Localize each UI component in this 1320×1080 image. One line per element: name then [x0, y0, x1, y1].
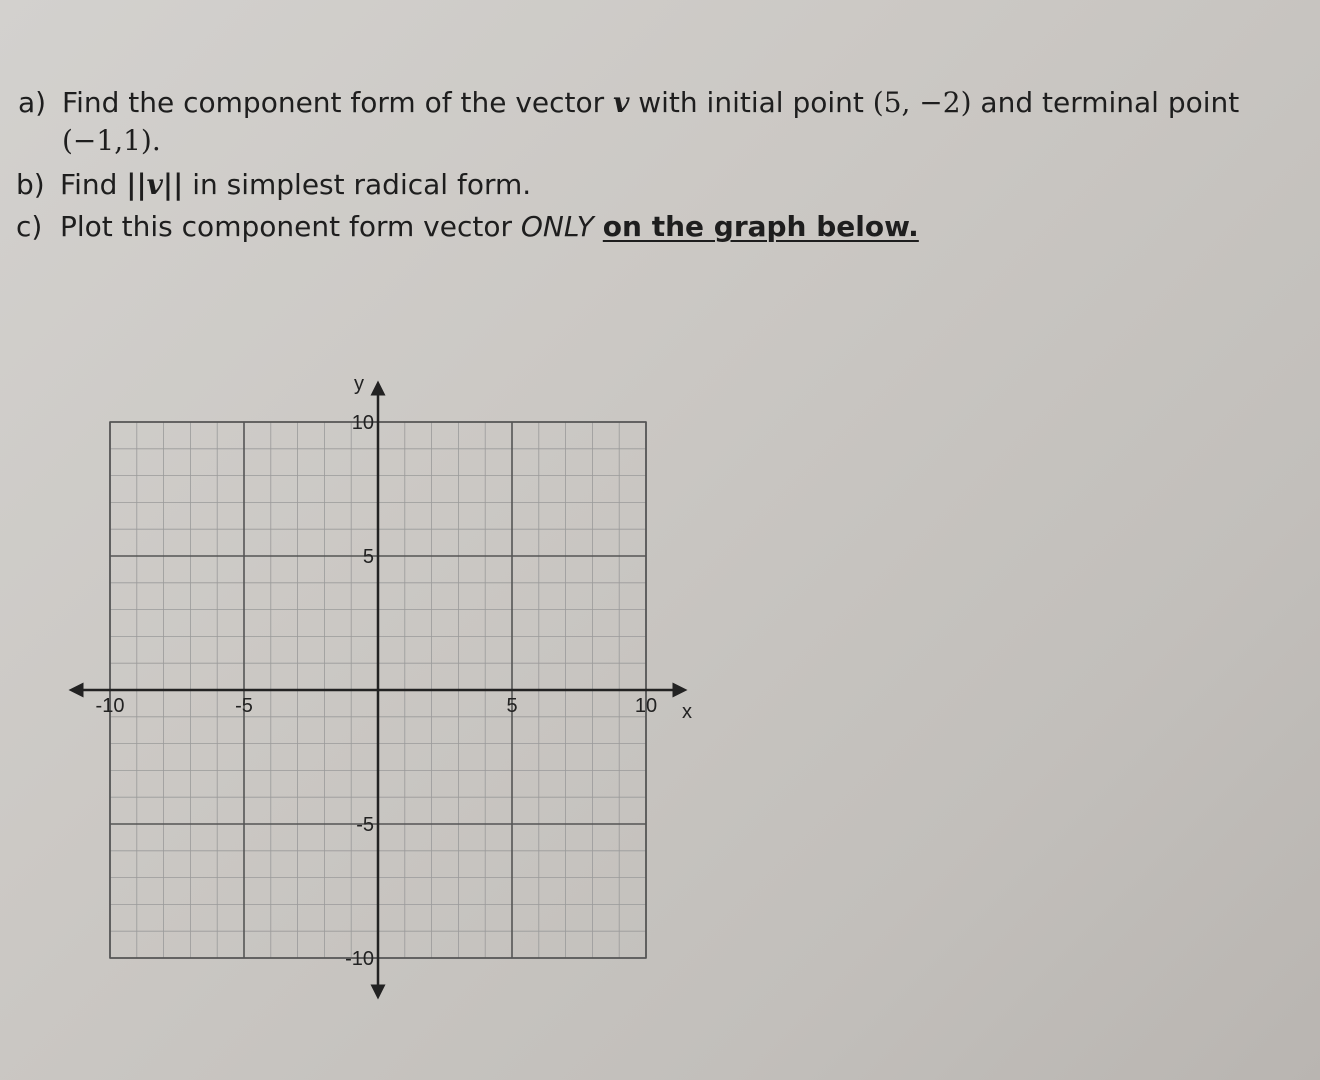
x-tick-label: 5 [506, 695, 518, 717]
question-b-text-1: Find [60, 168, 127, 201]
y-tick-label: 5 [362, 546, 374, 568]
question-a-letter: a) [18, 86, 47, 119]
initial-point: (5, −2) [872, 86, 972, 119]
question-c-text-1: Plot this component form vector [60, 210, 521, 243]
y-tick-label: -5 [356, 814, 374, 836]
y-axis-label: y [354, 373, 364, 395]
x-tick-label: 10 [634, 695, 658, 717]
coordinate-graph [60, 360, 720, 1020]
question-a-text-1: Find the component form of the vector [62, 86, 614, 119]
question-b-line [16, 168, 531, 202]
question-c-line [16, 210, 919, 244]
only-word: ONLY [520, 210, 594, 243]
question-c-letter: c) [16, 210, 43, 243]
y-tick-label: 10 [351, 412, 374, 434]
question-a-text-2: with initial point [629, 86, 873, 119]
y-tick-label: -10 [345, 948, 374, 970]
graph-instruction: on the graph below. [602, 210, 919, 243]
question-a-text-3: and terminal point [971, 86, 1240, 119]
question-a-line-2 [62, 124, 161, 158]
question-b-letter: b) [16, 168, 45, 201]
x-axis-label: x [682, 701, 692, 723]
x-tick-label: -10 [95, 695, 125, 717]
x-tick-label: -5 [235, 695, 253, 717]
question-a-line-1 [18, 86, 1239, 120]
terminal-point: (−1,1). [62, 124, 161, 157]
vector-v-symbol: v [613, 86, 630, 119]
question-b-text-2: in simplest radical form. [183, 168, 532, 201]
vector-norm: ||v|| [126, 168, 184, 201]
